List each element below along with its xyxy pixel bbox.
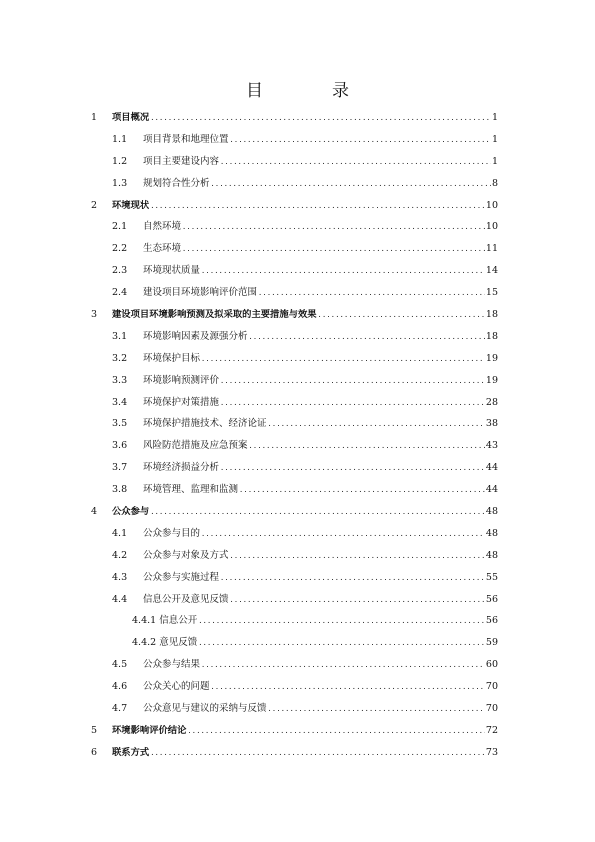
toc-entry-title: 公众意见与建议的采纳与反馈 [143, 703, 267, 715]
toc-entry-title: 公众参与实施过程 [143, 571, 220, 583]
toc-entry-title: 环境现状质量 [143, 265, 201, 277]
toc-entry-page-number: 72 [485, 724, 498, 736]
toc-entry[interactable] [0, 173, 595, 195]
toc-entry-title: 项目背景和地理位置 [143, 133, 229, 145]
dot-leader [211, 677, 485, 699]
toc-entry-title: 公众参与对象及方式 [143, 549, 229, 561]
toc-entry[interactable] [0, 654, 595, 676]
dot-leader [239, 480, 485, 502]
toc-entry[interactable] [0, 107, 595, 129]
toc-entry-title: 公众参与目的 [143, 527, 201, 539]
toc-entry-title: 生态环境 [143, 243, 182, 255]
toc-entry-title: 公众参与结果 [143, 659, 201, 671]
dot-leader [249, 327, 485, 349]
toc-entry-line [143, 129, 498, 152]
toc-entry[interactable] [0, 523, 595, 545]
toc-entry-number: 4.4 [112, 593, 128, 605]
toc-entry[interactable] [0, 260, 595, 282]
dot-leader [220, 393, 485, 415]
dot-leader [230, 130, 491, 152]
toc-entry-number: 4.7 [112, 703, 128, 715]
dot-leader [220, 458, 485, 480]
toc-entry-line [143, 413, 498, 436]
dot-leader [201, 349, 485, 371]
toc-entry-page-number: 19 [485, 352, 498, 364]
toc-entry-page-number: 56 [485, 593, 498, 605]
toc-entry-line [143, 238, 498, 261]
toc-entry-number: 4.1 [112, 527, 128, 539]
toc-entry[interactable] [0, 129, 595, 151]
toc-entry[interactable] [0, 676, 595, 698]
dot-leader [220, 152, 491, 174]
toc-entry[interactable] [0, 545, 595, 567]
toc-entry-page-number: 8 [491, 177, 498, 189]
toc-entry-page-number: 48 [485, 549, 498, 561]
dot-leader [182, 217, 485, 239]
toc-entry[interactable] [0, 479, 595, 501]
toc-entry[interactable] [0, 720, 595, 742]
toc-entry-page-number: 1 [491, 155, 498, 167]
toc-entry-title: 风险防范措施及应急预案 [143, 440, 248, 452]
toc-entry-line [143, 676, 498, 699]
toc-entry-title: 环境经济损益分析 [143, 462, 220, 474]
toc-entry[interactable] [0, 742, 595, 764]
toc-entry-line [112, 501, 498, 524]
toc-entry-page-number: 11 [485, 243, 498, 255]
toc-entry-title: 4.4.1 信息公开 [132, 615, 198, 627]
dot-leader [318, 305, 485, 327]
toc-entry-number: 1.3 [112, 177, 128, 189]
toc-entry-title: 环境保护措施技术、经济论证 [143, 418, 267, 430]
toc-entry-title: 环境管理、监理和监测 [143, 484, 239, 496]
toc-entry[interactable] [0, 698, 595, 720]
toc-entry-line [143, 173, 498, 196]
toc-entry-number: 2 [91, 199, 98, 211]
toc-entry-line [143, 392, 498, 415]
toc-entry-page-number: 73 [485, 746, 498, 758]
toc-entry[interactable] [0, 282, 595, 304]
toc-entry-page-number: 44 [485, 484, 498, 496]
toc-entry-line [132, 632, 498, 655]
dot-leader [201, 261, 485, 283]
toc-entry-line [143, 457, 498, 480]
dot-leader [230, 546, 485, 568]
toc-entry-title: 公众关心的问题 [143, 681, 210, 693]
toc-entry[interactable] [0, 151, 595, 173]
toc-entry-title: 建设项目环境影响评价范围 [143, 287, 258, 299]
toc-entry-number: 3.7 [112, 462, 128, 474]
toc-entry-number: 5 [91, 724, 98, 736]
toc-entry-title: 联系方式 [112, 746, 150, 758]
toc-entry-page-number: 10 [485, 221, 498, 233]
dot-leader [230, 590, 485, 612]
toc-entry-line [143, 479, 498, 502]
toc-entry-line [143, 151, 498, 174]
toc-entry-page-number: 43 [485, 440, 498, 452]
dot-leader [198, 633, 485, 655]
toc-entry-page-number: 10 [485, 199, 498, 211]
toc-entry[interactable] [0, 326, 595, 348]
toc-entry-line [112, 720, 498, 743]
toc-entry-number: 1.2 [112, 155, 128, 167]
toc-entry-page-number: 1 [491, 133, 498, 145]
toc-entry-number: 2.4 [112, 287, 128, 299]
dot-leader [150, 502, 485, 524]
toc-entry-number: 3.2 [112, 352, 128, 364]
toc-entry-number: 4.3 [112, 571, 128, 583]
toc-entry-page-number: 1 [491, 112, 498, 123]
toc-entry-title: 规划符合性分析 [143, 177, 210, 189]
toc-entry-page-number: 15 [485, 287, 498, 299]
toc-entry-page-number: 55 [485, 571, 498, 583]
toc-entry-number: 6 [91, 746, 98, 758]
toc-entry[interactable] [0, 413, 595, 435]
toc-entry-number: 2.3 [112, 265, 128, 277]
toc-entry-number: 3.5 [112, 418, 128, 430]
toc-entry[interactable] [0, 195, 595, 217]
toc-entry[interactable] [0, 238, 595, 260]
toc-entry-number: 3.3 [112, 374, 128, 386]
toc-entry-number: 4.5 [112, 659, 128, 671]
toc-entry[interactable] [0, 392, 595, 414]
toc-entry-page-number: 70 [485, 703, 498, 715]
dot-leader [268, 414, 485, 436]
toc-entry-line [143, 348, 498, 371]
toc-entry-page-number: 70 [485, 681, 498, 693]
toc-entry[interactable] [0, 589, 595, 611]
toc-entry-number: 3.8 [112, 484, 128, 496]
toc-entry-title: 项目概况 [112, 112, 150, 123]
toc-entry-line [112, 195, 498, 218]
dot-leader [258, 283, 485, 305]
toc-entry-title: 项目主要建设内容 [143, 155, 220, 167]
toc-entry-line [112, 742, 498, 765]
toc-entry-title: 环境影响因素及源强分析 [143, 330, 248, 342]
toc-entry-number: 3 [91, 309, 98, 321]
toc-entry-line [143, 698, 498, 721]
toc-entry-number: 1.1 [112, 133, 128, 145]
toc-entry-page-number: 60 [485, 659, 498, 671]
toc-entry-page-number: 59 [485, 637, 498, 649]
toc-entry-line [112, 304, 498, 327]
toc-entry-line [143, 326, 498, 349]
toc-entry[interactable] [0, 501, 595, 523]
dot-leader [211, 174, 491, 196]
toc-entry-page-number: 28 [485, 396, 498, 408]
toc-entry-number: 3.6 [112, 440, 128, 452]
toc-entry-page-number: 14 [485, 265, 498, 277]
toc-list [0, 107, 595, 764]
dot-leader [220, 371, 485, 393]
toc-entry-page-number: 18 [485, 330, 498, 342]
toc-entry[interactable] [0, 435, 595, 457]
toc-entry-title: 信息公开及意见反馈 [143, 593, 229, 605]
toc-entry-line [132, 610, 498, 633]
toc-entry[interactable] [0, 216, 595, 238]
toc-entry-line [143, 545, 498, 568]
toc-entry-line [143, 435, 498, 458]
toc-entry-title: 环境影响预测评价 [143, 374, 220, 386]
toc-entry-number: 4.6 [112, 681, 128, 693]
toc-entry-line [112, 107, 498, 130]
toc-entry-number: 3.4 [112, 396, 128, 408]
toc-entry[interactable] [0, 610, 595, 632]
dot-leader [268, 699, 485, 721]
toc-entry[interactable] [0, 457, 595, 479]
toc-entry-line [143, 654, 498, 677]
dot-leader [150, 743, 485, 765]
toc-entry-line [143, 589, 498, 612]
toc-entry-page-number: 19 [485, 374, 498, 386]
toc-entry-number: 2.2 [112, 243, 128, 255]
toc-entry-page-number: 44 [485, 462, 498, 474]
toc-entry-page-number: 48 [485, 506, 498, 518]
toc-entry[interactable] [0, 348, 595, 370]
toc-entry-line [143, 216, 498, 239]
dot-leader [220, 568, 485, 590]
toc-entry[interactable] [0, 632, 595, 654]
dot-leader [182, 239, 485, 261]
toc-entry-number: 2.1 [112, 221, 128, 233]
toc-entry-line [143, 567, 498, 590]
toc-heading: 目 录 [246, 81, 375, 101]
toc-entry-page-number: 56 [485, 615, 498, 627]
dot-leader [201, 524, 485, 546]
toc-entry-number: 1 [91, 112, 98, 123]
toc-entry-line [143, 282, 498, 305]
toc-entry-line [143, 370, 498, 393]
toc-entry-line [143, 260, 498, 283]
dot-leader [198, 611, 485, 633]
toc-entry-page-number: 48 [485, 527, 498, 539]
toc-entry-page-number: 38 [485, 418, 498, 430]
toc-entry[interactable] [0, 370, 595, 392]
dot-leader [150, 196, 485, 218]
toc-entry-title: 环境影响评价结论 [112, 724, 187, 736]
toc-entry-title: 建设项目环境影响预测及拟采取的主要措施与效果 [112, 309, 317, 321]
toc-entry-title: 环境现状 [112, 199, 150, 211]
toc-entry[interactable] [0, 304, 595, 326]
toc-entry-number: 4 [91, 506, 98, 518]
toc-entry-title: 自然环境 [143, 221, 182, 233]
toc-entry-title: 环境保护对策措施 [143, 396, 220, 408]
toc-entry-number: 4.2 [112, 549, 128, 561]
dot-leader [150, 108, 491, 130]
dot-leader [201, 655, 485, 677]
toc-entry-line [143, 523, 498, 546]
toc-entry-page-number: 18 [485, 309, 498, 321]
dot-leader [187, 721, 485, 743]
toc-entry-number: 3.1 [112, 330, 128, 342]
toc-entry-title: 4.4.2 意见反馈 [132, 637, 198, 649]
toc-entry[interactable] [0, 567, 595, 589]
toc-entry-title: 公众参与 [112, 506, 150, 518]
toc-entry-title: 环境保护目标 [143, 352, 201, 364]
dot-leader [249, 436, 485, 458]
